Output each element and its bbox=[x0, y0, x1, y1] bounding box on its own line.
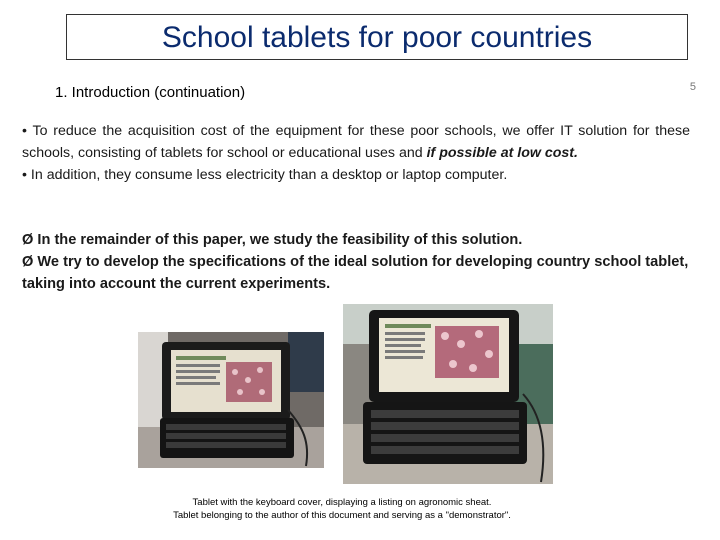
paragraph-cost bbox=[22, 120, 690, 164]
arrow-marker-icon: Ø bbox=[22, 254, 34, 270]
arrow-point bbox=[22, 251, 692, 295]
tablet-photo-right bbox=[343, 304, 553, 484]
section-heading: 1. Introduction (continuation) bbox=[55, 84, 246, 101]
page-number: 5 bbox=[689, 81, 696, 93]
intro-body bbox=[22, 120, 690, 186]
arrow-point-text: We try to develop the specifications of the ideal solution for developing country school tablet, taking into account the current experiments. bbox=[22, 254, 689, 292]
paragraph-electricity-text: In addition, they consume less electricity than a desktop or laptop computer. bbox=[30, 167, 508, 183]
bullet-marker: • bbox=[22, 167, 27, 183]
bullet-marker: • bbox=[22, 123, 27, 139]
caption-line: Tablet with the keyboard cover, displaying a listing on agronomic sheat. bbox=[192, 497, 492, 508]
arrow-point bbox=[22, 229, 692, 251]
arrow-marker-icon: Ø bbox=[22, 232, 34, 248]
arrow-point-text: In the remainder of this paper, we study the feasibility of this solution. bbox=[37, 232, 523, 248]
page-title: School tablets for poor countries bbox=[161, 21, 593, 54]
photo-caption bbox=[100, 496, 584, 522]
paragraph-electricity bbox=[22, 164, 690, 186]
arrow-points bbox=[22, 229, 692, 295]
paragraph-cost-italic: if possible at low cost. bbox=[426, 145, 578, 161]
tablet-photo-left bbox=[138, 332, 324, 468]
caption-line: Tablet belonging to the author of this document and serving as a "demonstrator". bbox=[173, 510, 511, 521]
title-box bbox=[66, 14, 688, 60]
paragraph-cost-text: To reduce the acquisition cost of the equipment for these poor schools, we offer IT solution for these schools, consisting of tablets for school or educational uses and bbox=[22, 123, 690, 161]
